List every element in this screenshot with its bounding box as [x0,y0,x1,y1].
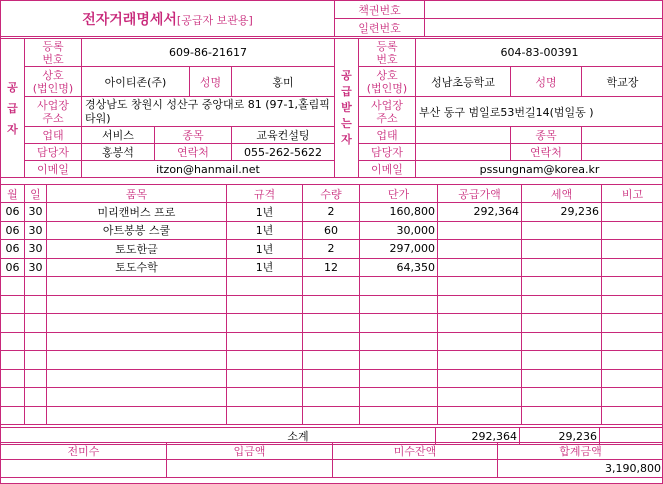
payment-value [167,460,333,478]
supplier-contact: 홍봉석 [82,144,155,161]
document-title [1,1,335,37]
items-header-row [1,185,663,203]
subtotal-supply-amount: 292,364 [436,428,520,445]
payment-label: 입금액 [167,443,333,460]
item-tax [522,351,602,370]
parties-table [0,38,663,178]
serial-no-value [425,19,663,37]
buyer-biz-type [416,127,511,144]
item-product: 아트봉봉 스쿨 [47,221,227,240]
item-qty [303,388,360,407]
item-tax [522,295,602,314]
item-tax [522,406,602,425]
item-product [47,351,227,370]
item-supply-amount [438,240,522,259]
item-month [1,332,25,351]
item-unit-price [360,295,438,314]
item-qty [303,369,360,388]
prev-balance-label: 전미수 [1,443,167,460]
item-spec [227,406,303,425]
buyer-reg-no-label: 등록 번호 [359,39,416,67]
items-body [1,203,663,425]
item-unit-price [360,406,438,425]
book-no-label: 책권번호 [335,1,425,19]
item-note [602,332,663,351]
item-month: 06 [1,240,25,259]
buyer-address-label: 사업장 주소 [359,97,416,127]
buyer-email: pssungnam@korea.kr [416,161,663,178]
item-month: 06 [1,203,25,222]
item-product: 미리캔버스 프로 [47,203,227,222]
item-qty: 2 [303,203,360,222]
item-supply-amount [438,277,522,296]
item-qty [303,332,360,351]
item-spec [227,369,303,388]
item-note [602,277,663,296]
item-day [25,351,47,370]
item-day: 30 [25,258,47,277]
title-subtitle: [공급자 보관용] [176,13,253,27]
item-note [602,203,663,222]
buyer-contact [416,144,511,161]
buyer-company: 성남초등학교 [416,67,511,97]
buyer-name: 학교장 [582,67,663,97]
buyer-biz-item-label: 종목 [511,127,582,144]
supplier-company: 아이티존(주) [82,67,190,97]
item-day: 30 [25,221,47,240]
supplier-biz-type-label: 업태 [25,127,82,144]
item-month [1,295,25,314]
item-day: 30 [25,203,47,222]
item-supply-amount [438,388,522,407]
col-spec: 규격 [227,185,303,203]
item-supply-amount [438,332,522,351]
item-month [1,351,25,370]
item-day [25,314,47,333]
supplier-name-label: 성명 [190,67,232,97]
item-supply-amount [438,406,522,425]
item-unit-price [360,332,438,351]
buyer-company-label: 상호 (법인명) [359,67,416,97]
item-product [47,388,227,407]
supplier-biz-type: 서비스 [82,127,155,144]
table-row [1,314,663,333]
item-qty: 12 [303,258,360,277]
item-unit-price: 64,350 [360,258,438,277]
col-month: 월 [1,185,25,203]
item-qty [303,406,360,425]
item-supply-amount [438,221,522,240]
buyer-email-label: 이메일 [359,161,416,178]
item-month [1,388,25,407]
table-row [1,388,663,407]
item-spec [227,388,303,407]
col-qty: 수량 [303,185,360,203]
buyer-phone [582,144,663,161]
item-tax [522,277,602,296]
supplier-reg-no: 609-86-21617 [82,39,335,67]
item-tax [522,369,602,388]
item-supply-amount: 292,364 [438,203,522,222]
unpaid-value [333,460,498,478]
item-qty [303,295,360,314]
unpaid-label: 미수잔액 [333,443,498,460]
supplier-phone-label: 연락처 [155,144,232,161]
buyer-biz-type-label: 업태 [359,127,416,144]
item-note [602,221,663,240]
item-product [47,406,227,425]
supplier-company-label: 상호 (법인명) [25,67,82,97]
buyer-contact-label: 담당자 [359,144,416,161]
serial-no-label: 일련번호 [335,19,425,37]
item-qty [303,351,360,370]
item-tax [522,332,602,351]
table-row [1,295,663,314]
col-product: 품목 [47,185,227,203]
item-spec [227,351,303,370]
total-label: 합계금액 [498,443,663,460]
table-row [1,351,663,370]
footer-table [0,442,663,478]
subtotal-label: 소계 [1,428,436,445]
col-unit-price: 단가 [360,185,438,203]
item-supply-amount [438,369,522,388]
subtotal-tax: 29,236 [520,428,600,445]
item-note [602,406,663,425]
item-product [47,314,227,333]
item-unit-price [360,314,438,333]
item-product [47,332,227,351]
item-day [25,295,47,314]
item-note [602,369,663,388]
item-product: 토도수학 [47,258,227,277]
item-unit-price [360,388,438,407]
table-row [1,240,663,259]
item-day: 30 [25,240,47,259]
item-day [25,277,47,296]
col-tax: 세액 [522,185,602,203]
item-qty [303,314,360,333]
item-spec [227,295,303,314]
item-unit-price [360,351,438,370]
item-unit-price: 297,000 [360,240,438,259]
table-row [1,221,663,240]
item-day [25,332,47,351]
supplier-reg-no-label: 등록 번호 [25,39,82,67]
buyer-phone-label: 연락처 [511,144,582,161]
supplier-phone: 055-262-5622 [232,144,335,161]
item-tax [522,314,602,333]
title-text: 전자거래명세서 [82,11,177,28]
item-tax: 29,236 [522,203,602,222]
supplier-contact-label: 담당자 [25,144,82,161]
item-spec [227,314,303,333]
item-spec: 1년 [227,240,303,259]
col-day: 일 [25,185,47,203]
item-note [602,314,663,333]
supplier-name: 홍미 [232,67,335,97]
item-spec [227,332,303,351]
item-tax [522,240,602,259]
item-unit-price [360,277,438,296]
item-unit-price: 160,800 [360,203,438,222]
item-supply-amount [438,314,522,333]
table-row [1,203,663,222]
supplier-email-label: 이메일 [25,161,82,178]
buyer-biz-item [582,127,663,144]
item-supply-amount [438,295,522,314]
table-row [1,332,663,351]
table-row [1,369,663,388]
item-note [602,258,663,277]
item-product: 토도한글 [47,240,227,259]
item-note [602,240,663,259]
items-table [0,184,663,425]
item-supply-amount [438,258,522,277]
item-spec: 1년 [227,258,303,277]
total-value: 3,190,800 [498,460,663,478]
item-product [47,369,227,388]
item-spec [227,277,303,296]
item-qty: 60 [303,221,360,240]
supplier-biz-item: 교육컨설팅 [232,127,335,144]
item-day [25,369,47,388]
item-product [47,295,227,314]
supplier-side-label: 공 급 자 [1,39,25,178]
item-qty: 2 [303,240,360,259]
item-supply-amount [438,351,522,370]
col-note: 비고 [602,185,663,203]
supplier-biz-item-label: 종목 [155,127,232,144]
item-tax [522,221,602,240]
item-month: 06 [1,221,25,240]
item-qty [303,277,360,296]
buyer-name-label: 성명 [511,67,582,97]
item-tax [522,388,602,407]
supplier-email: itzon@hanmail.net [82,161,335,178]
book-no-value [425,1,663,19]
item-tax [522,258,602,277]
table-row [1,258,663,277]
buyer-side-label: 공 급 받 는 자 [335,39,359,178]
item-note [602,351,663,370]
supplier-address: 경상남도 창원시 성산구 중앙대로 81 (97-1,홀림픽타워) [82,97,335,127]
item-month: 06 [1,258,25,277]
supplier-address-label: 사업장 주소 [25,97,82,127]
prev-balance-value [1,460,167,478]
item-spec: 1년 [227,221,303,240]
buyer-address: 부산 동구 범일로53번길14(범일동 ) [416,97,663,127]
col-supply-amount: 공급가액 [438,185,522,203]
table-row [1,406,663,425]
buyer-reg-no: 604-83-00391 [416,39,663,67]
item-unit-price: 30,000 [360,221,438,240]
item-month [1,314,25,333]
item-note [602,295,663,314]
item-unit-price [360,369,438,388]
table-row [1,277,663,296]
item-product [47,277,227,296]
item-spec: 1년 [227,203,303,222]
header-table [0,0,663,37]
item-day [25,388,47,407]
item-day [25,406,47,425]
item-month [1,369,25,388]
item-month [1,406,25,425]
item-note [602,388,663,407]
item-month [1,277,25,296]
